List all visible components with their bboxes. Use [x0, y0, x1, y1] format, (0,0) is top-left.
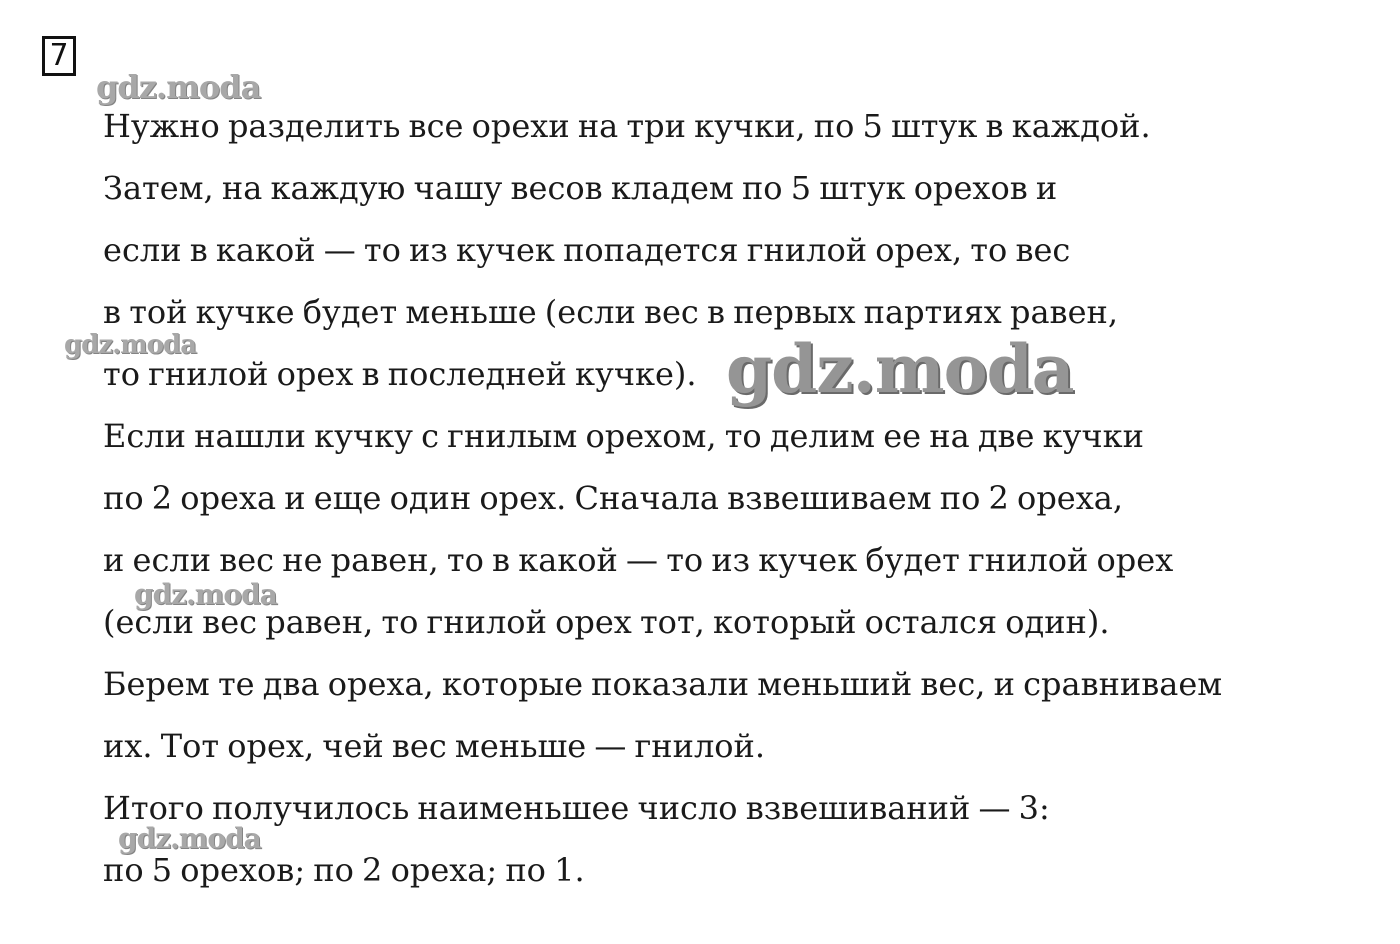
- text-line: Затем, на каждую чашу весов кладем по 5 штук орехов и: [103, 169, 1058, 207]
- text-line: Берем те два ореха, которые показали меньший вес, и сравниваем: [103, 665, 1223, 703]
- text-line: по 2 ореха и еще один орех. Сначала взвешиваем по 2 ореха,: [103, 479, 1124, 517]
- text-line: Итого получилось наименьшее число взвешиваний — 3:: [103, 789, 1050, 827]
- text-line: их. Тот орех, чей вес меньше — гнилой.: [103, 727, 766, 765]
- text-line: Если нашли кучку с гнилым орехом, то делим ее на две кучки: [103, 417, 1144, 455]
- text-line: (если вес равен, то гнилой орех тот, который остался один).: [103, 603, 1110, 641]
- watermark-logo: gdz.moda: [118, 822, 261, 855]
- watermark-logo: gdz.moda: [64, 330, 197, 360]
- text-line: если в какой — то из кучек попадется гнилой орех, то вес: [103, 231, 1071, 269]
- text-line: по 5 орехов; по 2 ореха; по 1.: [103, 851, 585, 889]
- text-line: в той кучке будет меньше (если вес в первых партиях равен,: [103, 293, 1118, 331]
- watermark-logo-large: gdz.moda: [726, 330, 1074, 408]
- solution-text: [103, 100, 1363, 906]
- watermark-logo: gdz.moda: [134, 578, 277, 611]
- text-line: Нужно разделить все орехи на три кучки, по 5 штук в каждой.: [103, 107, 1151, 145]
- task-number-box: 7: [42, 36, 76, 76]
- watermark-logo: gdz.moda: [96, 68, 261, 106]
- text-line: и если вес не равен, то в какой — то из кучек будет гнилой орех: [103, 541, 1174, 579]
- text-line: то гнилой орех в последней кучке).: [103, 355, 697, 393]
